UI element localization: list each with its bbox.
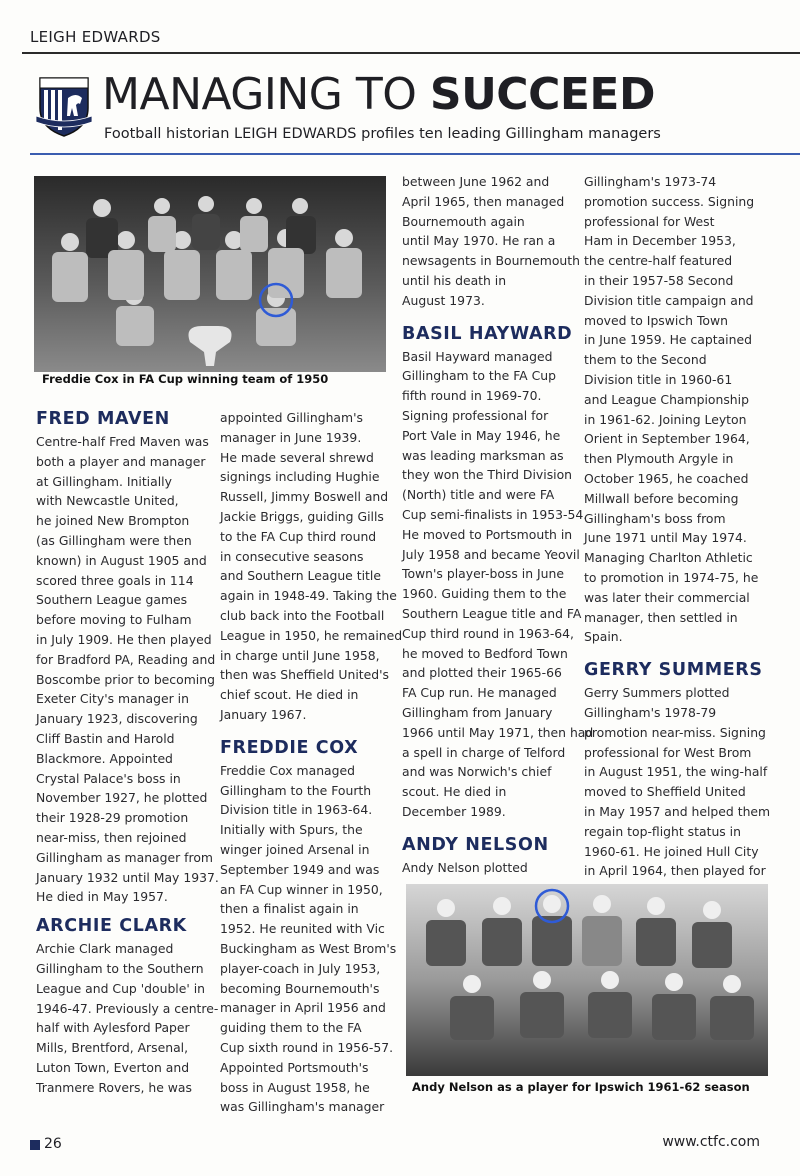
text-line: professional for West Brom — [584, 744, 752, 760]
text-line: in charge until June 1958, — [220, 647, 380, 663]
text-line: Orient in September 1964, — [584, 431, 750, 447]
text-line: December 1989. — [402, 803, 506, 819]
text-line: professional for West — [584, 213, 715, 229]
text-line: Russell, Jimmy Boswell and — [220, 489, 389, 505]
text-line: Cliff Bastin and Harold — [36, 730, 175, 746]
heading-freddie-cox: FREDDIE COX — [220, 737, 359, 758]
text-line: Town's player-boss in June — [402, 566, 564, 582]
text-line: with Newcastle United, — [36, 493, 179, 509]
text-line: moved to Ipswich Town — [584, 312, 728, 328]
text-line: (North) title and were FA — [402, 487, 555, 503]
text-line: Division title campaign and — [584, 292, 754, 308]
subtitle: Football historian LEIGH EDWARDS profiles ten leading Gillingham managers — [104, 126, 661, 142]
text-line: Spain. — [584, 629, 623, 645]
text-line: scout. He died in — [402, 784, 507, 800]
text-line: Crystal Palace's boss in — [36, 770, 181, 786]
text-line: and plotted their 1965-66 — [402, 665, 562, 681]
column-4 — [584, 172, 770, 881]
column-3 — [402, 172, 593, 878]
text-line: Cup sixth round in 1956-57. — [220, 1039, 394, 1055]
text-line: October 1965, he coached — [584, 470, 749, 486]
text-line: Gillingham from January — [402, 704, 553, 720]
text-line: then was Sheffield United's — [220, 667, 390, 683]
text-line: July 1958 and became Yeovil — [402, 546, 580, 562]
text-line: Ham in December 1953, — [584, 233, 736, 249]
text-line: Archie Clark managed — [36, 941, 174, 957]
header-rule — [22, 52, 800, 54]
text-line: January 1923, discovering — [36, 711, 198, 727]
text-line: Luton Town, Everton and — [36, 1059, 190, 1075]
text-line: again in 1948-49. Taking the — [220, 588, 397, 604]
text-line: Gillingham's boss from — [584, 510, 726, 526]
text-line: guiding them to the FA — [220, 1020, 362, 1036]
text-line: August 1973. — [402, 292, 485, 308]
text-line: to the FA Cup third round — [220, 528, 377, 544]
heading-gerry-summers: GERRY SUMMERS — [584, 660, 763, 681]
text-line: League and Cup 'double' in — [36, 980, 206, 996]
page-title — [102, 70, 655, 120]
footer-square — [30, 1140, 40, 1150]
text-line: Gillingham to the Southern — [36, 960, 204, 976]
text-line: (as Gillingham were then — [36, 532, 192, 548]
text-line: Andy Nelson plotted — [402, 859, 528, 875]
text-line: FA Cup run. He managed — [402, 685, 557, 701]
text-line: scored three goals in 114 — [36, 572, 194, 588]
heading-basil-hayward: BASIL HAYWARD — [402, 323, 573, 344]
text-line: was leading marksman as — [402, 447, 564, 463]
text-line: Port Vale in May 1946, he — [402, 427, 561, 443]
text-line: Division title in 1963-64. — [220, 802, 373, 818]
text-line: Gillingham to the Fourth — [220, 782, 372, 798]
text-line: in consecutive seasons — [220, 548, 364, 564]
text-line: their 1928-29 promotion — [36, 810, 189, 826]
text-line: manager, then settled in — [584, 609, 738, 625]
text-line: Gillingham as manager from — [36, 849, 213, 865]
text-line: until May 1970. He ran a — [402, 233, 556, 249]
text-line: promotion success. Signing — [584, 193, 755, 209]
text-line: and Southern League title — [220, 568, 381, 584]
text-line: Freddie Cox managed — [220, 762, 355, 778]
text-line: the centre-half featured — [584, 253, 733, 269]
text-line: Buckingham as West Brom's — [220, 940, 397, 956]
text-line: Mills, Brentford, Arsenal, — [36, 1040, 189, 1056]
text-line: He made several shrewd — [220, 449, 374, 465]
text-line: 1952. He reunited with Vic — [220, 921, 385, 937]
text-line: in their 1957-58 Second — [584, 272, 734, 288]
text-line: Southern League title and FA — [402, 605, 582, 621]
text-line: Millwall before becoming — [584, 490, 739, 506]
text-line: in May 1957 and helped them — [584, 803, 771, 819]
text-line: January 1932 until May 1937. — [36, 869, 219, 885]
text-line: Gerry Summers plotted — [584, 685, 730, 701]
text-line: between June 1962 and — [402, 174, 550, 189]
text-line: in August 1951, the wing-half — [584, 764, 768, 780]
title-rule — [30, 153, 800, 155]
text-line: manager in June 1939. — [220, 429, 362, 445]
text-line: an FA Cup winner in 1950, — [220, 881, 383, 897]
text-line: January 1967. — [220, 706, 307, 722]
text-line: to promotion in 1974-75, he — [584, 569, 759, 585]
text-line: manager in April 1956 and — [220, 1000, 386, 1016]
text-line: fifth round in 1969-70. — [402, 388, 542, 404]
column-2 — [220, 408, 402, 1117]
text-line: Initially with Spurs, the — [220, 822, 363, 838]
column-1 — [36, 408, 219, 1098]
text-line: a spell in charge of Telford — [402, 744, 566, 760]
text-line: was Gillingham's manager — [220, 1099, 385, 1115]
text-line: Appointed Portsmouth's — [220, 1059, 369, 1075]
text-line: Southern League games — [36, 592, 188, 608]
text-line: Centre-half Fred Maven was — [36, 434, 209, 449]
text-line: club back into the Football — [220, 607, 385, 623]
text-line: promotion near-miss. Signing — [584, 724, 766, 740]
text-line: in 1961-62. Joining Leyton — [584, 411, 747, 427]
photo-caption-2: Andy Nelson as a player for Ipswich 1961-62 season — [412, 1080, 750, 1094]
text-line: 1960-61. He joined Hull City — [584, 843, 759, 859]
text-line: boss in August 1958, he — [220, 1079, 370, 1095]
team-photo-ipswich — [406, 884, 768, 1076]
text-line: Exeter City's manager in — [36, 691, 189, 707]
text-line: June 1971 until May 1974. — [584, 530, 747, 546]
text-line: signings including Hughie — [220, 469, 380, 485]
text-line: half with Aylesford Paper — [36, 1020, 190, 1036]
text-line: chief scout. He died in — [220, 687, 359, 703]
title-part-2: SUCCEED — [429, 69, 656, 120]
running-head: LEIGH EDWARDS — [30, 28, 161, 46]
gillingham-fc-crest-icon — [34, 72, 94, 138]
text-line: before moving to Fulham — [36, 612, 192, 628]
text-line: Boscombe prior to becoming — [36, 671, 215, 687]
text-line: until his death in — [402, 272, 507, 288]
text-line: Gillingham to the FA Cup — [402, 368, 556, 384]
heading-andy-nelson: ANDY NELSON — [402, 834, 549, 855]
text-line: becoming Bournemouth's — [220, 980, 380, 996]
text-line: Basil Hayward managed — [402, 348, 553, 364]
page-number: 26 — [44, 1136, 62, 1152]
text-line: November 1927, he plotted — [36, 790, 208, 806]
text-line: moved to Sheffield United — [584, 784, 746, 800]
text-line: near-miss, then rejoined — [36, 829, 187, 845]
text-line: regain top-flight status in — [584, 823, 741, 839]
photo-caption-1: Freddie Cox in FA Cup winning team of 1950 — [42, 372, 329, 386]
text-line: April 1965, then managed — [402, 193, 565, 209]
text-line: both a player and manager — [36, 453, 206, 469]
text-line: and League Championship — [584, 391, 749, 407]
text-line: then Plymouth Argyle in — [584, 451, 734, 467]
text-line: 1946-47. Previously a centre- — [36, 1000, 219, 1016]
text-line: then a finalist again in — [220, 901, 359, 917]
text-line: September 1949 and was — [220, 861, 380, 877]
text-line: he moved to Bedford Town — [402, 645, 568, 661]
text-line: Managing Charlton Athletic — [584, 550, 753, 566]
text-line: newsagents in Bournemouth — [402, 253, 580, 269]
text-line: Signing professional for — [402, 407, 549, 423]
text-line: they won the Third Division — [402, 467, 573, 483]
text-line: He moved to Portsmouth in — [402, 526, 573, 542]
text-line: Bournemouth again — [402, 213, 525, 229]
team-photo-1950 — [34, 176, 386, 372]
text-line: Tranmere Rovers, he was — [36, 1079, 192, 1095]
text-line: appointed Gillingham's — [220, 410, 363, 425]
text-line: Gillingham's 1973-74 — [584, 174, 717, 189]
text-line: Division title in 1960-61 — [584, 371, 733, 387]
heading-archie-clark: ARCHIE CLARK — [36, 916, 187, 937]
text-line: Cup third round in 1963-64, — [402, 625, 574, 641]
text-line: Jackie Briggs, guiding Gills — [220, 508, 384, 524]
text-line: them to the Second — [584, 352, 707, 368]
text-line: for Bradford PA, Reading and — [36, 651, 216, 667]
text-line: he joined New Brompton — [36, 513, 190, 529]
text-line: 1966 until May 1971, then had — [402, 724, 594, 740]
text-line: was later their commercial — [584, 589, 750, 605]
title-part-1: MANAGING TO — [102, 69, 430, 120]
text-line: player-coach in July 1953, — [220, 960, 381, 976]
heading-fred-maven: FRED MAVEN — [36, 409, 170, 429]
text-line: in July 1909. He then played — [36, 631, 212, 647]
text-line: He died in May 1957. — [36, 889, 168, 905]
text-line: at Gillingham. Initially — [36, 473, 172, 489]
text-line: known) in August 1905 and — [36, 552, 207, 568]
text-line: 1960. Guiding them to the — [402, 586, 567, 602]
text-line: and was Norwich's chief — [402, 764, 552, 780]
text-line: League in 1950, he remained — [220, 627, 403, 643]
footer-url[interactable]: www.ctfc.com — [662, 1134, 760, 1150]
text-line: Blackmore. Appointed — [36, 750, 173, 766]
text-line: in April 1964, then played for — [584, 863, 766, 879]
text-line: Cup semi-finalists in 1953-54. — [402, 506, 588, 522]
text-line: in June 1959. He captained — [584, 332, 752, 348]
text-line: winger joined Arsenal in — [220, 841, 370, 857]
text-line: Gillingham's 1978-79 — [584, 704, 717, 720]
